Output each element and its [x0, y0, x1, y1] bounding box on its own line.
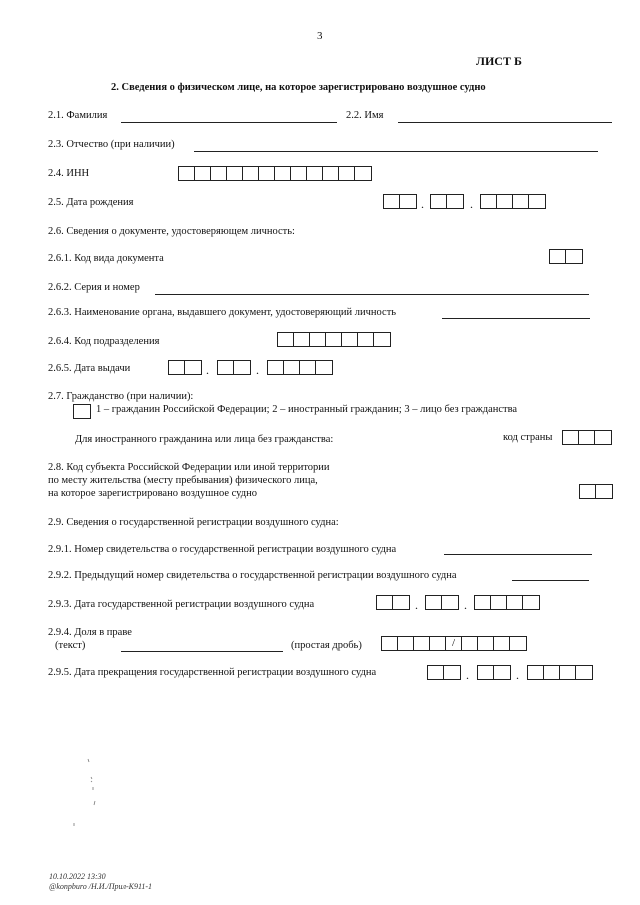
birth-month-boxes[interactable]: [430, 194, 464, 209]
label-name: 2.2. Имя: [346, 110, 384, 121]
series-number-field[interactable]: [155, 294, 589, 295]
region-code-boxes[interactable]: [579, 484, 613, 499]
certificate-number-field[interactable]: [444, 554, 592, 555]
date-separator: .: [421, 197, 424, 211]
division-code-boxes[interactable]: [277, 332, 391, 347]
surname-field[interactable]: [121, 122, 337, 123]
label-series-number: 2.6.2. Серия и номер: [48, 282, 140, 293]
label-doc-type-code: 2.6.1. Код вида документа: [48, 253, 164, 264]
label-birth-date: 2.5. Дата рождения: [48, 197, 134, 208]
label-share-fraction: (простая дробь): [291, 640, 362, 651]
patronymic-field[interactable]: [194, 151, 598, 152]
fraction-slash: /: [446, 637, 462, 650]
registration-day-boxes[interactable]: [376, 595, 410, 610]
label-registration-info: 2.9. Сведения о государственной регистрации воздушного судна:: [48, 517, 339, 528]
issuing-authority-field[interactable]: [442, 318, 590, 319]
label-termination-date: 2.9.5. Дата прекращения государственной регистрации воздушного судна: [48, 667, 377, 678]
label-division-code: 2.6.4. Код подразделения: [48, 336, 160, 347]
citizenship-box[interactable]: [73, 404, 91, 419]
share-fraction-boxes[interactable]: [381, 636, 527, 651]
label-region-code-l1: 2.8. Код субъекта Российской Федерации или иной территории: [48, 462, 330, 473]
date-separator: .: [516, 668, 519, 682]
label-region-code-l2: по месту жительства (месту пребывания) физического лица,: [48, 475, 318, 486]
date-separator: .: [415, 598, 418, 612]
issue-month-boxes[interactable]: [217, 360, 251, 375]
date-separator: .: [470, 197, 473, 211]
date-separator: .: [206, 363, 209, 377]
footer-timestamp: 10.10.2022 13:30: [49, 872, 106, 881]
issue-year-boxes[interactable]: [267, 360, 333, 375]
page-number: 3: [317, 30, 323, 42]
scan-artifact-marks: [60, 755, 110, 835]
label-region-code-l3: на которое зарегистрировано воздушное судно: [48, 488, 257, 499]
country-code-boxes[interactable]: [562, 430, 612, 445]
registration-year-boxes[interactable]: [474, 595, 540, 610]
label-previous-certificate-number: 2.9.2. Предыдущий номер свидетельства о государственной регистрации воздушного судна: [48, 570, 457, 581]
previous-certificate-number-field[interactable]: [512, 580, 589, 581]
termination-day-boxes[interactable]: [427, 665, 461, 680]
date-separator: .: [464, 598, 467, 612]
label-id-document: 2.6. Сведения о документе, удостоверяющем личность:: [48, 226, 295, 237]
section-title: 2. Сведения о физическом лице, на которое зарегистрировано воздушное судно: [111, 82, 486, 93]
label-registration-date: 2.9.3. Дата государственной регистрации воздушного судна: [48, 599, 315, 610]
date-separator: .: [466, 668, 469, 682]
label-share-text: (текст): [55, 640, 86, 651]
label-issue-date: 2.6.5. Дата выдачи: [48, 363, 131, 374]
registration-month-boxes[interactable]: [425, 595, 459, 610]
birth-day-boxes[interactable]: [383, 194, 417, 209]
issue-day-boxes[interactable]: [168, 360, 202, 375]
label-patronymic: 2.3. Отчество (при наличии): [48, 139, 175, 150]
sheet-title: ЛИСТ Б: [476, 54, 522, 68]
label-inn: 2.4. ИНН: [48, 168, 90, 179]
share-text-field[interactable]: [121, 651, 283, 652]
name-field[interactable]: [398, 122, 612, 123]
footer-author: @konpburo /Н.И./Прил-К911-1: [49, 882, 153, 891]
termination-month-boxes[interactable]: [477, 665, 511, 680]
label-certificate-number: 2.9.1. Номер свидетельства о государственной регистрации воздушного судна: [48, 544, 397, 555]
date-separator: .: [256, 363, 259, 377]
inn-boxes[interactable]: [178, 166, 372, 181]
label-citizenship: 2.7. Гражданство (при наличии):: [48, 391, 194, 402]
doc-type-code-boxes[interactable]: [549, 249, 583, 264]
label-foreign-citizen: Для иностранного гражданина или лица без гражданства:: [75, 434, 334, 445]
label-country-code: код страны: [503, 432, 553, 443]
termination-year-boxes[interactable]: [527, 665, 593, 680]
label-share-in-right: 2.9.4. Доля в праве: [48, 627, 132, 638]
citizenship-options: 1 – гражданин Российской Федерации; 2 – иностранный гражданин; 3 – лицо без гражданства: [96, 404, 518, 415]
label-issuing-authority: 2.6.3. Наименование органа, выдавшего документ, удостоверяющий личность: [48, 307, 397, 318]
birth-year-boxes[interactable]: [480, 194, 546, 209]
label-surname: 2.1. Фамилия: [48, 110, 108, 121]
